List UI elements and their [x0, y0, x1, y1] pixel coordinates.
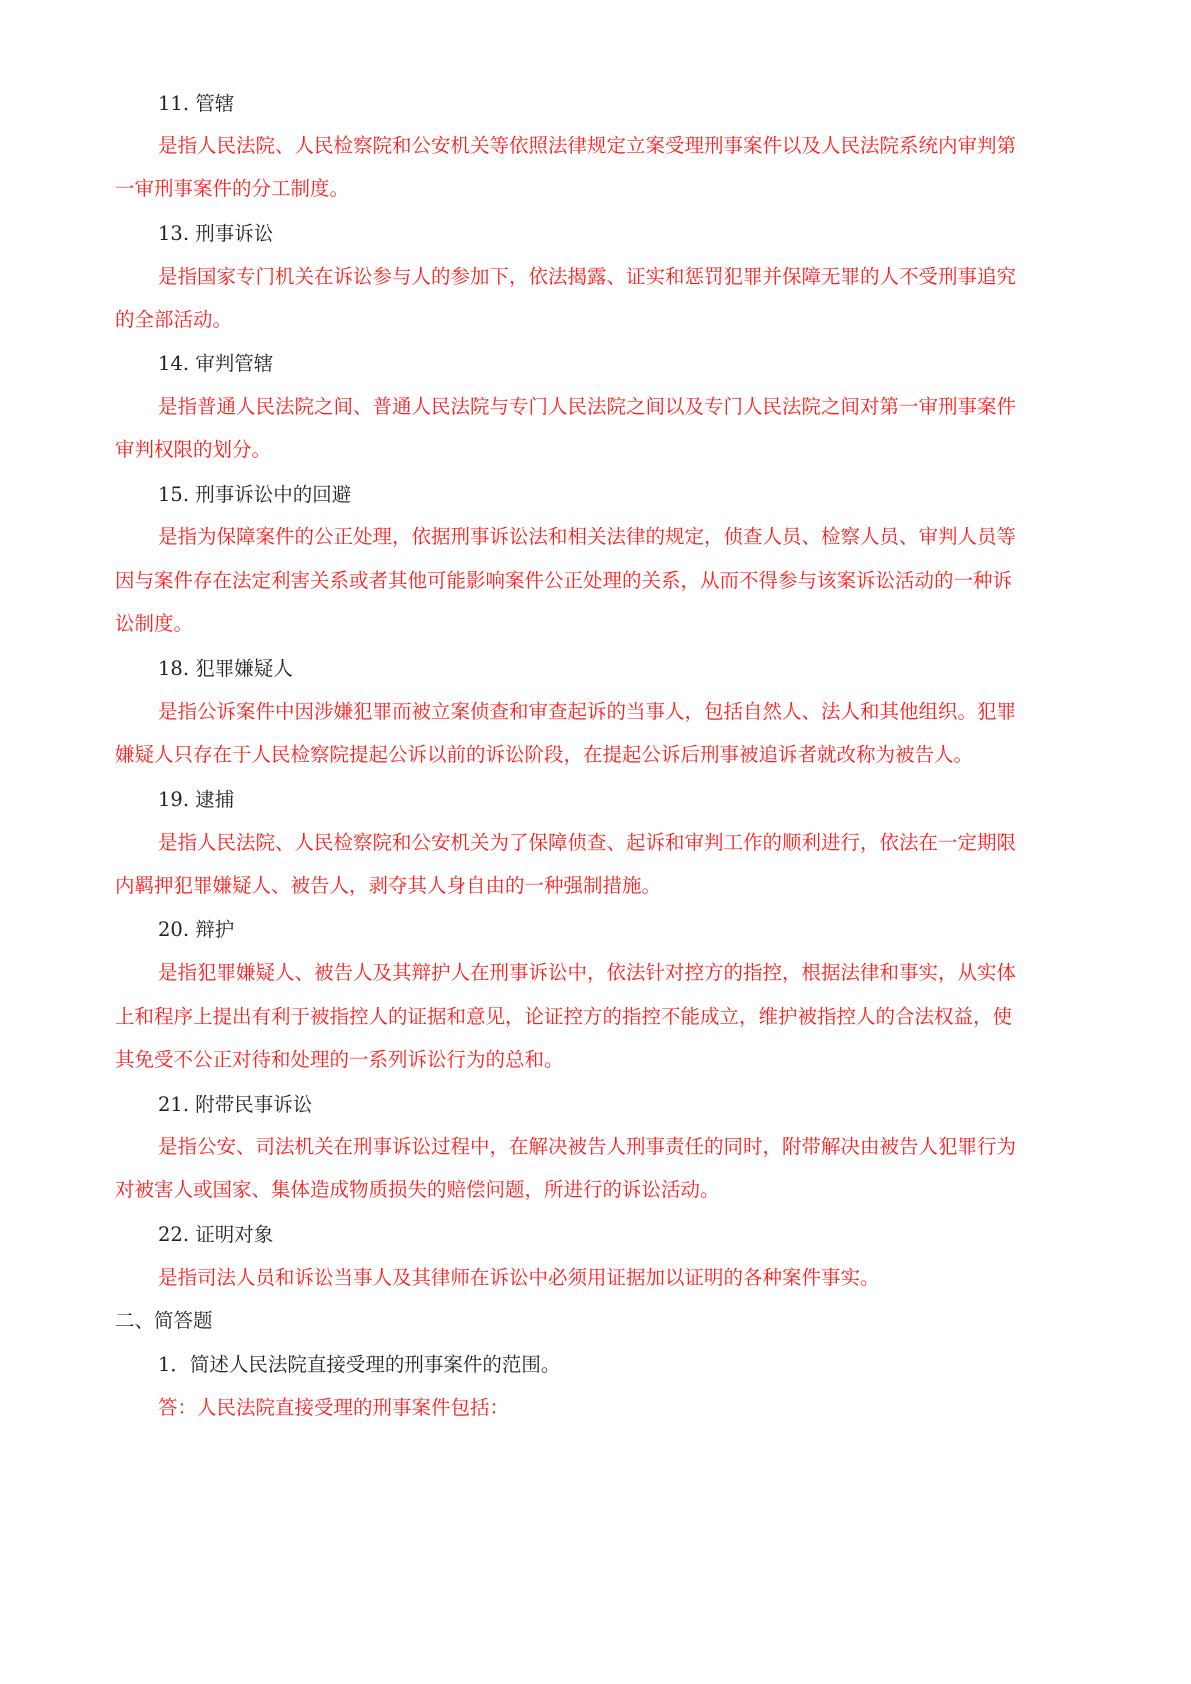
definition-line: 是指司法人员和诉讼当事人及其律师在诉讼中必须用证据加以证明的各种案件事实。 — [158, 1266, 880, 1289]
definition-line: 上和程序上提出有利于被指控人的证据和意见，论证控方的指控不能成立，维护被指控人的合法权益，使 — [115, 1005, 1013, 1028]
definition-line: 对被害人或国家、集体造成物质损失的赔偿问题，所进行的诉讼活动。 — [115, 1178, 720, 1201]
question-text: 1．简述人民法院直接受理的刑事案件的范围。 — [158, 1353, 561, 1376]
section-heading: 二、简答题 — [115, 1309, 213, 1332]
definition-line: 讼制度。 — [115, 612, 194, 635]
definition-line: 审判权限的划分。 — [115, 438, 272, 461]
definition-line: 一审刑事案件的分工制度。 — [115, 177, 350, 200]
term-heading: 15. 刑事诉讼中的回避 — [158, 483, 352, 506]
definition-line: 是指人民法院、人民检察院和公安机关为了保障侦查、起诉和审判工作的顺利进行，依法在一定期限 — [158, 831, 1017, 854]
definition-line: 内羁押犯罪嫌疑人、被告人，剥夺其人身自由的一种强制措施。 — [115, 874, 662, 897]
definition-line: 其免受不公正对待和处理的一系列诉讼行为的总和。 — [115, 1048, 564, 1071]
term-heading: 20. 辩护 — [158, 918, 235, 941]
term-heading: 13. 刑事诉讼 — [158, 222, 274, 245]
term-heading: 21. 附带民事诉讼 — [158, 1093, 313, 1116]
definition-line: 是指国家专门机关在诉讼参与人的参加下，依法揭露、证实和惩罚犯罪并保障无罪的人不受刑事追究 — [158, 265, 1017, 288]
definition-line: 是指人民法院、人民检察院和公安机关等依照法律规定立案受理刑事案件以及人民法院系统内审判第 — [158, 134, 1017, 157]
answer-text: 答：人民法院直接受理的刑事案件包括： — [158, 1396, 510, 1419]
definition-line: 是指犯罪嫌疑人、被告人及其辩护人在刑事诉讼中，依法针对控方的指控，根据法律和事实，从实体 — [158, 961, 1017, 984]
definition-line: 因与案件存在法定利害关系或者其他可能影响案件公正处理的关系，从而不得参与该案诉讼活动的一种诉 — [115, 569, 1013, 592]
definition-line: 是指普通人民法院之间、普通人民法院与专门人民法院之间以及专门人民法院之间对第一审刑事案件 — [158, 395, 1017, 418]
term-heading: 14. 审判管辖 — [158, 352, 274, 375]
term-heading: 11. 管辖 — [158, 92, 235, 115]
definition-line: 嫌疑人只存在于人民检察院提起公诉以前的诉讼阶段，在提起公诉后刑事被追诉者就改称为被告人。 — [115, 743, 974, 766]
term-heading: 18. 犯罪嫌疑人 — [158, 657, 293, 680]
definition-line: 是指公安、司法机关在刑事诉讼过程中，在解决被告人刑事责任的同时，附带解决由被告人犯罪行为 — [158, 1135, 1017, 1158]
definition-line: 是指公诉案件中因涉嫌犯罪而被立案侦查和审查起诉的当事人，包括自然人、法人和其他组织。犯罪 — [158, 700, 1017, 723]
term-heading: 22. 证明对象 — [158, 1223, 274, 1246]
definition-line: 是指为保障案件的公正处理，依据刑事诉讼法和相关法律的规定，侦查人员、检察人员、审判人员等 — [158, 525, 1017, 548]
term-heading: 19. 逮捕 — [158, 788, 235, 811]
definition-line: 的全部活动。 — [115, 308, 233, 331]
